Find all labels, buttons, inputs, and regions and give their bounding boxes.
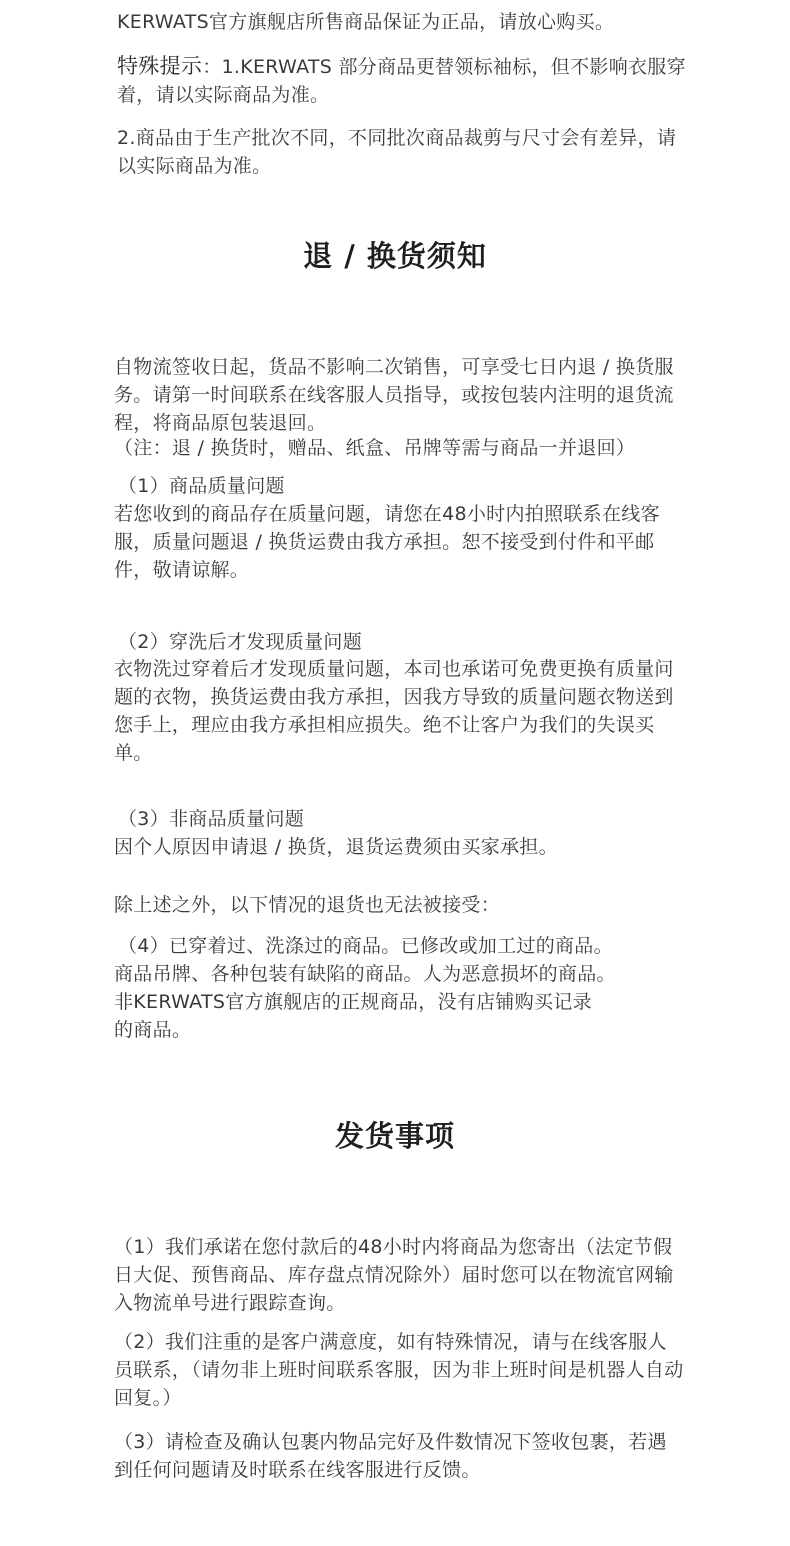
returns-item1-body: 若您收到的商品存在质量问题，请您在48小时内拍照联系在线客服，质量问题退 / 换货运费由我方承担。恕不接受到付件和平邮件，敬请谅解。 [114, 503, 660, 581]
special-tip-1-text: ：1.KERWATS 部分商品更替领标袖标，但不影响衣服穿着，请以实际商品为准。 [117, 56, 686, 106]
shipping-title: 发货事项 [334, 1119, 455, 1153]
returns-item2-body: 衣物洗过穿着后才发现质量问题，本司也承诺可免费更换有质量问题的衣物，换货运费由我方承担，因我方导致的质量问题衣物送到您手上，理应由我方承担相应损失。绝不让客户为我们的失误买单。 [114, 658, 674, 764]
shipping-item2: （2）我们注重的是客户满意度，如有特殊情况，请与在线客服人员联系，（请勿非上班时间联系客服，因为非上班时间是机器人自动回复。） [114, 1331, 684, 1409]
special-tip-2: 2.商品由于生产批次不同，不同批次商品裁剪与尺寸会有差异，请以实际商品为准。 [117, 127, 677, 177]
returns-item3-body: 因个人原因申请退 / 换货，退货运费须由买家承担。 [114, 836, 558, 858]
returns-item1-title: （1）商品质量问题 [118, 475, 285, 497]
returns-item3-title: （3）非商品质量问题 [118, 808, 305, 830]
returns-intro: 自物流签收日起，货品不影响二次销售，可享受七日内退 / 换货服务。请第一时间联系在线客服人员指导，或按包装内注明的退货流程，将商品原包装退回。 [114, 356, 674, 434]
returns-item4-line2: 商品吊牌、各种包装有缺陷的商品。人为恶意损坏的商品。 [114, 963, 616, 985]
returns-item2-title: （2）穿洗后才发现质量问题 [118, 631, 362, 653]
returns-note: （注：退 / 换货时，赠品、纸盒、吊牌等需与商品一并退回） [114, 437, 636, 459]
special-tip-1 [117, 52, 689, 109]
returns-title: 退 / 换货须知 [303, 239, 487, 273]
shipping-item1: （1）我们承诺在您付款后的48小时内将商品为您寄出（法定节假日大促、预售商品、库存盘点情况除外）届时您可以在物流官网输入物流单号进行跟踪查询。 [114, 1236, 674, 1314]
returns-item4-line4: 的商品。 [114, 1019, 192, 1041]
shipping-item3: （3）请检查及确认包裹内物品完好及件数情况下签收包裹，若遇到任何问题请及时联系在线客服进行反馈。 [114, 1431, 667, 1481]
special-tip-label: 特殊提示 [117, 54, 203, 78]
guarantee-text: KERWATS官方旗舰店所售商品保证为正品，请放心购买。 [117, 11, 615, 33]
returns-item4-line1: （4）已穿着过、洗涤过的商品。已修改或加工过的商品。 [118, 935, 613, 957]
returns-exceptions-intro: 除上述之外，以下情况的退货也无法被接受： [114, 894, 501, 916]
returns-item4-line3: 非KERWATS官方旗舰店的正规商品，没有店铺购买记录 [114, 991, 592, 1013]
